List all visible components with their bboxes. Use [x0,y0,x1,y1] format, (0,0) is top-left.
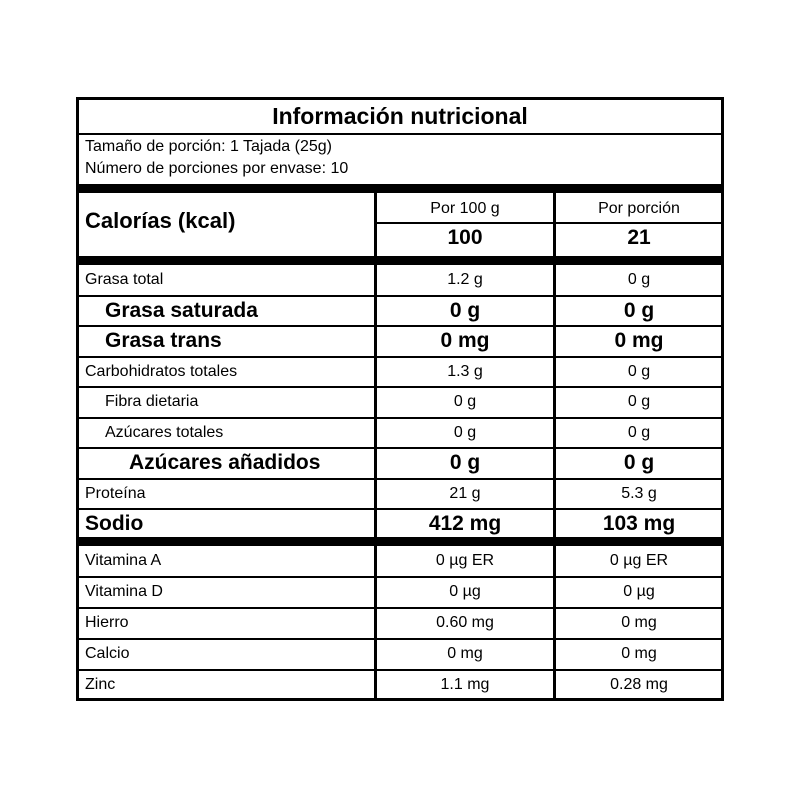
nutrient-name: Grasa total [85,271,164,288]
row-divider [79,447,721,449]
column-divider [553,265,556,296]
vitamin-name: Zinc [85,676,116,693]
nutrient-per100-value: 0 g [449,298,481,322]
row-divider [79,576,721,578]
calories-per-serving: 21 [627,226,651,249]
column-divider [374,546,377,577]
column-divider [553,418,556,449]
nutrient-per-serving-value: 103 mg [602,512,676,535]
thick-divider-vitamins [79,537,721,546]
nutrient-per-serving-value: 0 g [627,362,651,380]
column-divider [374,509,377,540]
row-divider [79,295,721,297]
nutrient-per-serving-value: 0 g [627,271,651,288]
column-header-per100: Por 100 g [430,200,500,217]
vitamin-per100-value: 0.60 mg [436,614,494,631]
column-divider [374,418,377,449]
column-divider [553,357,556,388]
row-divider [79,638,721,640]
vitamin-name: Calcio [85,645,130,662]
nutrition-facts-panel [76,97,724,701]
nutrient-name: Grasa trans [105,329,222,352]
column-divider [553,448,556,479]
nutrient-per-serving-value: 0 g [627,393,651,410]
row-divider [79,508,721,510]
vitamin-per-serving-value: 0 mg [621,645,657,662]
nutrient-name: Carbohidratos totales [85,362,238,380]
servings-per-container: Número de porciones por envase: 10 [85,160,349,177]
calories-per100: 100 [447,226,483,249]
panel-title: Información nutricional [79,100,721,135]
nutrient-per100-value: 1.3 g [447,362,483,380]
vitamin-per100-value: 0 µg ER [435,552,495,569]
row-divider [79,325,721,327]
column-divider [374,296,377,327]
nutrient-per100-value: 1.2 g [447,271,483,288]
nutrient-per-serving-value: 0 g [627,423,651,441]
nutrient-name: Fibra dietaria [105,393,199,410]
serving-size: Tamaño de porción: 1 Tajada (25g) [85,138,332,155]
vitamin-per100-value: 0 mg [447,645,483,662]
nutrient-per100-value: 0 mg [440,329,490,352]
column-divider [553,608,556,639]
row-divider [79,478,721,480]
column-divider [553,479,556,510]
nutrient-name: Sodio [85,512,144,535]
column-divider [374,670,377,701]
column-divider [553,546,556,577]
nutrient-per-serving-value: 0 g [623,298,655,322]
vitamin-per-serving-value: 0.28 mg [610,676,668,693]
column-divider [553,193,556,256]
column-divider [374,265,377,296]
nutrient-name: Grasa saturada [105,298,258,322]
vitamin-name: Vitamina D [85,583,163,600]
column-header-per-serving: Por porción [598,200,680,217]
thick-divider-calories [79,256,721,265]
column-divider [374,608,377,639]
thick-divider-top [79,184,721,193]
vitamin-per-serving-value: 0 µg [623,583,655,600]
column-divider [553,296,556,327]
row-divider [79,386,721,388]
header-divider [377,222,721,224]
column-divider [553,639,556,670]
vitamin-per100-value: 0 µg [449,583,481,600]
column-divider [374,387,377,418]
nutrient-name: Proteína [85,484,146,502]
column-divider [374,479,377,510]
calories-label: Calorías (kcal) [85,208,236,233]
row-divider [79,356,721,358]
column-divider [374,357,377,388]
column-divider [553,670,556,701]
column-divider [374,577,377,608]
vitamin-per-serving-value: 0 µg ER [609,552,669,569]
column-divider [553,387,556,418]
row-divider [79,417,721,419]
nutrient-name: Azúcares totales [105,423,224,441]
column-divider [374,639,377,670]
vitamin-per100-value: 1.1 mg [440,676,490,693]
column-divider [553,577,556,608]
vitamin-name: Hierro [85,614,129,631]
nutrient-per100-value: 21 g [449,484,481,502]
nutrient-per100-value: 0 g [449,451,481,474]
column-divider [553,509,556,540]
column-divider [553,326,556,357]
nutrient-per-serving-value: 0 mg [614,329,664,352]
nutrient-name: Azúcares añadidos [129,451,321,474]
column-divider [374,326,377,357]
vitamin-name: Vitamina A [85,552,162,569]
column-divider [374,193,377,256]
row-divider [79,669,721,671]
nutrient-per100-value: 0 g [453,393,477,410]
vitamin-per-serving-value: 0 mg [621,614,657,631]
column-divider [374,448,377,479]
nutrient-per100-value: 412 mg [428,512,502,535]
nutrient-per-serving-value: 5.3 g [621,484,657,502]
nutrient-per-serving-value: 0 g [623,451,655,474]
row-divider [79,607,721,609]
nutrient-per100-value: 0 g [453,423,477,441]
